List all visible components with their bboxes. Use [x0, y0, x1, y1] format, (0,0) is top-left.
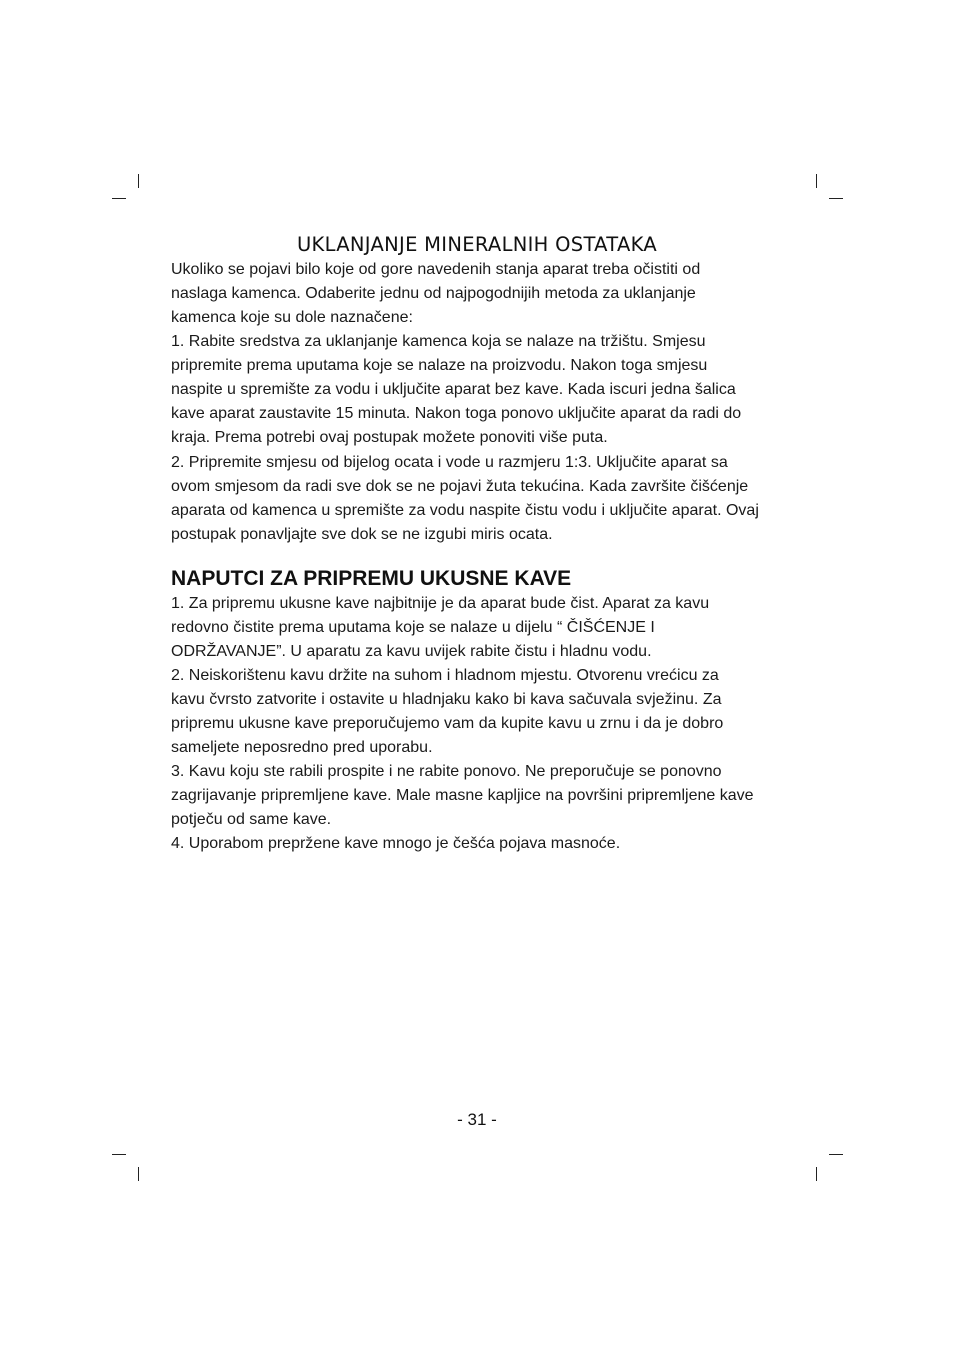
section2-item-3: 3. Kavu koju ste rabili prospite i ne rabite ponovo. Ne preporučuje se ponovno zagrijavanje pripremljene kave. Male masne kapljice na površini pripremljene kave potječu od same kave. — [171, 763, 754, 829]
section2-item-2: 2. Neiskorištenu kavu držite na suhom i hladnom mjestu. Otvorenu vrećicu za kavu čvrsto zatvorite i ostavite u hladnjaku kako bi kava sačuvala svježinu. Za pripremu ukusne kave preporučujemo vam da kupite kavu u zrnu i da je dobro sameljete neposredno pred uporabu. — [171, 667, 724, 757]
crop-mark-bottom-right-horizontal — [829, 1154, 843, 1155]
crop-mark-bottom-left-horizontal — [112, 1154, 126, 1155]
section2-item-1: 1. Za pripremu ukusne kave najbitnije je da aparat bude čist. Aparat za kavu redovno čistite prema uputama koje se nalaze u dijelu “ ČIŠĆENJE I ODRŽAVANJE”. U aparatu za kavu uvijek rabite čistu i hladnu vodu. — [171, 595, 710, 661]
section1-item-1: 1. Rabite sredstva za uklanjanje kamenca koja se nalaze na tržištu. Smjesu pripremite prema uputama koje se nalaze na proizvodu. Nakon toga smjesu naspite u spremište za vodu i uključite aparat bez kave. Kada iscuri jedna šalica kave aparat zaustavite 15 minuta. Nakon toga ponovo uključite aparat da radi do kraja. Prema potrebi ovaj postupak možete ponoviti više puta. — [171, 333, 742, 447]
section-title-mineral-removal: UKLANJANJE MINERALNIH OSTATAKA — [296, 233, 658, 256]
section1-item-2: 2. Pripremite smjesu od bijelog ocata i vode u razmjeru 1:3. Uključite aparat sa ovom smjesom da radi sve dok se ne pojavi žuta tekućina. Kada završite čišćenje aparata od kamenca u spremište za vodu naspite čistu vodu i uključite aparat. Ovaj postupak ponavljajte sve dok se ne izgubi miris ocata. — [171, 454, 759, 544]
section-title-coffee-tips: NAPUTCI ZA PRIPREMU UKUSNE KAVE — [171, 567, 572, 590]
section2-item-4: 4. Uporabom prepržene kave mnogo je češća pojava masnoće. — [171, 835, 621, 852]
crop-mark-bottom-right-vertical — [816, 1167, 817, 1181]
crop-mark-top-left-vertical — [138, 174, 139, 188]
crop-mark-top-right-vertical — [816, 174, 817, 188]
crop-mark-bottom-left-vertical — [138, 1167, 139, 1181]
crop-mark-top-left-horizontal — [112, 198, 126, 199]
page-number: - 31 - — [457, 1110, 497, 1129]
section1-intro-paragraph: Ukoliko se pojavi bilo koje od gore navedenih stanja aparat treba očistiti od naslaga kamenca. Odaberite jednu od najpogodnijih metoda za uklanjanje kamenca koje su dole naznačene: — [171, 261, 701, 327]
crop-mark-top-right-horizontal — [829, 198, 843, 199]
